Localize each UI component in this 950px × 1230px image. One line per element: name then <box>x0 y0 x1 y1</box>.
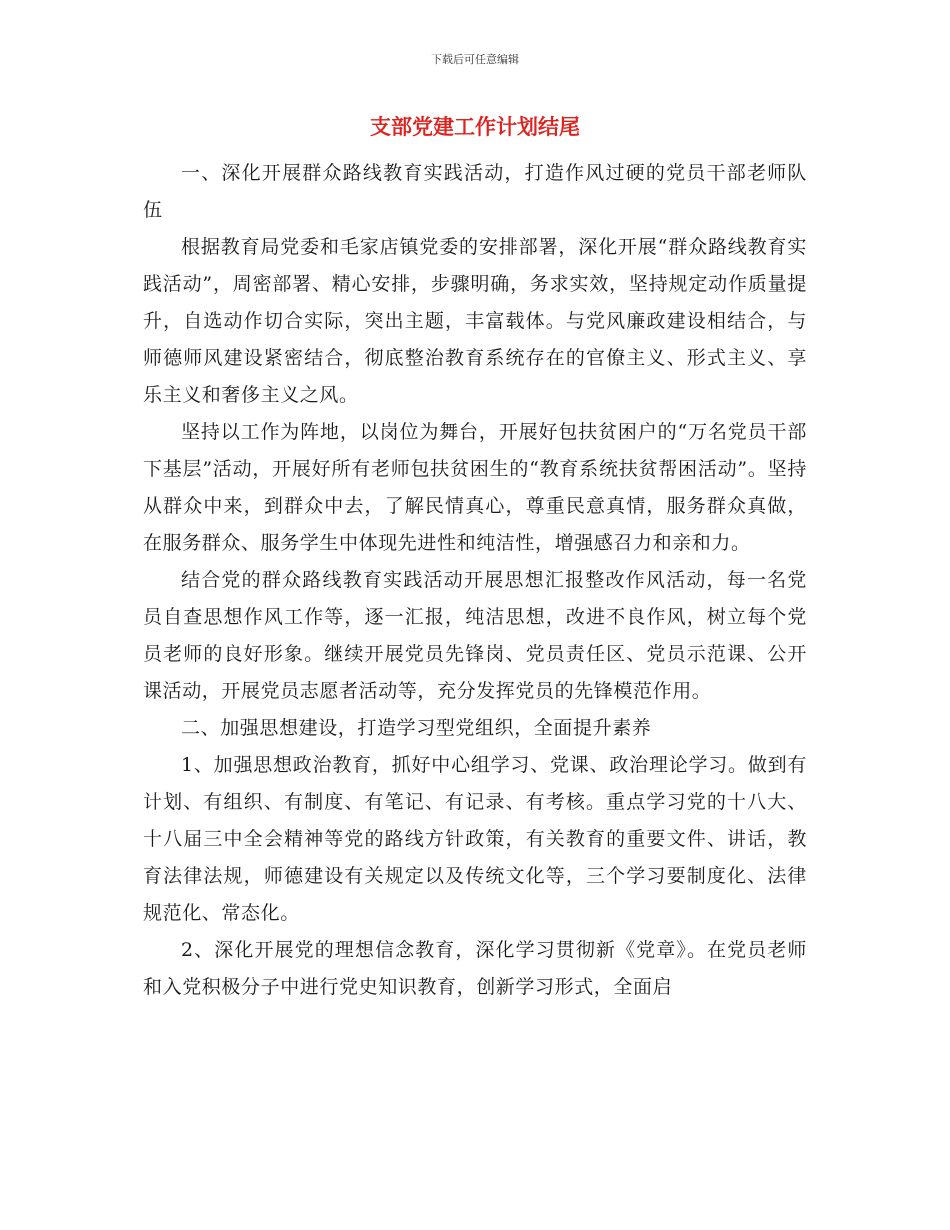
body-paragraph: 结合党的群众路线教育实践活动开展思想汇报整改作风活动，每一名党员自查思想作风工作等，逐一汇报，纯洁思想，改进不良作风，树立每个党员老师的良好形象。继续开展党员先锋岗、党员责任区、党员示范课、公开课活动，开展党员志愿者活动等，充分发挥党员的先锋模范作用。 <box>143 569 807 702</box>
section-heading-1: 一、深化开展群众路线教育实践活动，打造作风过硬的党员干部老师队伍 <box>143 162 807 221</box>
body-paragraph: 根据教育局党委和毛家店镇党委的安排部署，深化开展“群众路线教育实践活动”，周密部署、精心安排，步骤明确，务求实效，坚持规定动作质量提升，自选动作切合实际，突出主题，丰富载体。与党风廉政建设相结合，与师德师风建设紧密结合，彻底整治教育系统存在的官僚主义、形式主义、享乐主义和奢侈主义之风。 <box>143 236 807 406</box>
body-paragraph: 1、加强思想政治教育，抓好中心组学习、党课、政治理论学习。做到有计划、有组织、有制度、有笔记、有记录、有考核。重点学习党的十八大、十八届三中全会精神等党的路线方针政策，有关教育的重要文件、讲话，教育法律法规，师德建设有关规定以及传统文化等，三个学习要制度化、法律规范化、常态化。 <box>143 754 807 924</box>
body-paragraph: 坚持以工作为阵地，以岗位为舞台，开展好包扶贫困户的“万名党员干部下基层”活动，开展好所有老师包扶贫困生的“教育系统扶贫帮困活动”。坚持从群众中来，到群众中去，了解民情真心，尊重民意真情，服务群众真做，在服务群众、服务学生中体现先进性和纯洁性，增强感召力和亲和力。 <box>143 421 807 554</box>
page-header: 下载后可任意编辑 <box>431 53 519 66</box>
body-paragraph: 2、深化开展党的理想信念教育，深化学习贯彻新《党章》。在党员老师和入党积极分子中进行党史知识教育，创新学习形式，全面启 <box>143 939 807 998</box>
document-title: 支部党建工作计划结尾 <box>370 114 580 139</box>
section-heading-2: 二、加强思想建设，打造学习型党组织，全面提升素养 <box>181 717 652 739</box>
document-body <box>143 155 807 1006</box>
